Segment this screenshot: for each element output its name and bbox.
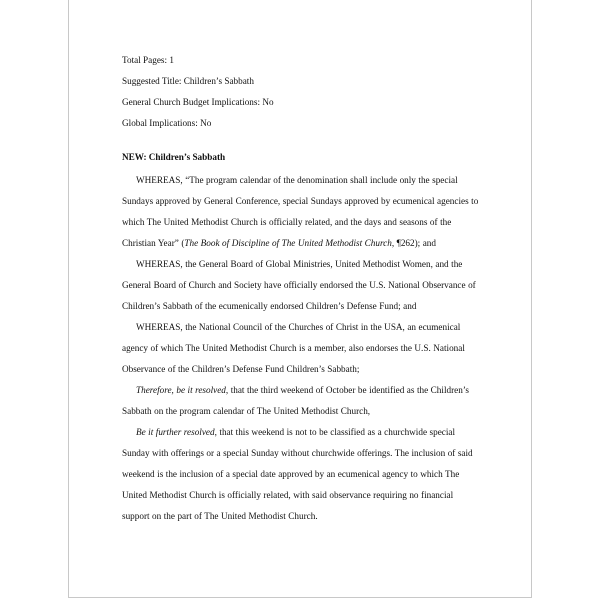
paragraph-line: WHEREAS, the General Board of Global Ministries, United Methodist Women, and the	[136, 259, 463, 269]
paragraph-line: United Methodist Church is officially related, with said observance requiring no financial	[122, 490, 454, 500]
paragraph-line: WHEREAS, the National Council of the Churches of Christ in the USA, an ecumenical	[136, 322, 461, 332]
paragraph-line: which The United Methodist Church is officially related, and the days and seasons of the	[122, 217, 452, 227]
suggested-title: Suggested Title: Children’s Sabbath	[122, 76, 254, 86]
paragraph-line: Sundays approved by General Conference, special Sundays approved by ecumenical agencies to	[122, 196, 479, 206]
book-citation: The Book of Discipline of The United Methodist Church	[184, 238, 392, 248]
line-text: , that this weekend is not to be classified as a churchwide special	[214, 427, 456, 437]
paragraph-line: support on the part of The United Methodist Church.	[122, 511, 318, 521]
whereas-paragraph-2	[122, 254, 482, 317]
paragraph-line	[122, 233, 482, 254]
resolved-paragraph	[122, 380, 482, 422]
global-implications: Global Implications: No	[122, 118, 212, 128]
paragraph-line	[122, 422, 482, 443]
total-pages: Total Pages: 1	[122, 55, 174, 65]
line-text: Christian Year” (	[122, 238, 185, 248]
paragraph-line: Observance of the Children’s Defense Fund Children’s Sabbath;	[122, 364, 360, 374]
budget-implications: General Church Budget Implications: No	[122, 97, 274, 107]
whereas-paragraph-1	[122, 170, 482, 254]
further-resolved-phrase: Be it further resolved	[136, 427, 215, 437]
document-content	[122, 52, 482, 527]
paragraph-line: Sabbath on the program calendar of The United Methodist Church,	[122, 406, 371, 416]
resolution-heading: NEW: Children’s Sabbath	[122, 152, 226, 162]
paragraph-line: Children’s Sabbath of the ecumenically endorsed Children’s Defense Fund; and	[122, 301, 417, 311]
further-resolved-paragraph	[122, 422, 482, 527]
resolved-phrase: Therefore, be it resolved	[136, 385, 226, 395]
paragraph-line: WHEREAS, “The program calendar of the denomination shall include only the special	[136, 175, 458, 185]
document-page	[68, 0, 532, 598]
paragraph-line: Sunday with offerings or a special Sunday without churchwide offerings. The inclusion of said	[122, 448, 473, 458]
paragraph-line: agency of which The United Methodist Church is a member, also endorses the U.S. National	[122, 343, 465, 353]
spacer	[122, 136, 482, 149]
whereas-paragraph-3	[122, 317, 482, 380]
paragraph-line	[122, 380, 482, 401]
paragraph-line: weekend is the inclusion of a special date approved by an ecumenical agency to which The	[122, 469, 460, 479]
paragraph-line: General Board of Church and Society have officially endorsed the U.S. National Observance of	[122, 280, 476, 290]
line-text: , that the third weekend of October be identified as the Children’s	[225, 385, 469, 395]
line-text: , ¶262); and	[391, 238, 436, 248]
